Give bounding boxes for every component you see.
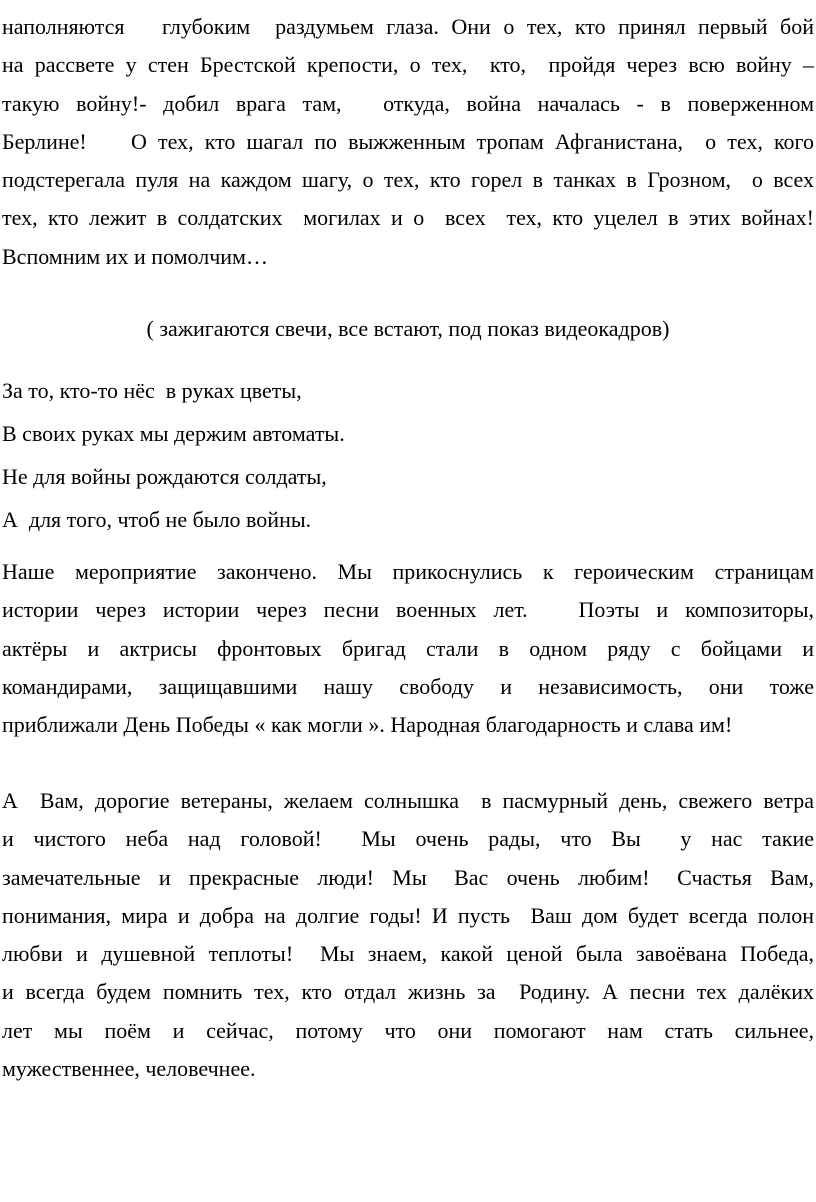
text-line: А Вам, дорогие ветераны, желаем солнышка в пасмурный день, свежего ветра xyxy=(2,788,814,813)
text-line: Вспомним их и помолчим… xyxy=(2,243,268,269)
text-line: любви и душевной теплоты! Мы знаем, какой ценой была завоёвана Победа, xyxy=(2,941,814,967)
text-line: на рассвете у стен Брестской крепости, о тех, кто, пройдя через всю войну – xyxy=(2,52,814,78)
text-line: замечательные и прекрасные люди! Мы Вас очень любим! Счастья Вам, xyxy=(2,864,814,890)
text-line: истории через истории через песни военных лет. Поэты и композиторы, xyxy=(2,597,814,623)
paragraph-conclusion xyxy=(2,553,814,744)
text-line: командирами, защищавшими нашу свободу и независимость, они тоже xyxy=(2,673,814,699)
poem-stanza xyxy=(2,369,345,541)
text-line: Наше мероприятие закончено. Мы прикоснулись к героическим страницам xyxy=(2,559,814,584)
text-line: лет мы поём и сейчас, потому что они помогают нам стать сильнее, xyxy=(2,1017,814,1043)
poem-line: За то, кто-то нёс в руках цветы, xyxy=(2,378,302,403)
text-line: Берлине! О тех, кто шагал по выжженным тропам Афганистана, о тех, кого xyxy=(2,128,814,154)
text-line: и чистого неба над головой! Мы очень рады, что Вы у нас такие xyxy=(2,826,814,852)
text-line: тех, кто лежит в солдатских могилах и о всех тех, кто уцелел в этих войнах! xyxy=(2,205,814,231)
text-line: подстерегала пуля на каждом шагу, о тех, кто горел в танках в Грозном, о всех xyxy=(2,167,814,193)
text-line: и всегда будем помнить тех, кто отдал жизнь за Родину. А песни тех далёких xyxy=(2,979,814,1005)
poem-line: Не для войны рождаются солдаты, xyxy=(2,464,327,489)
text-line: наполняются глубоким раздумьем глаза. Они о тех, кто принял первый бой xyxy=(2,14,814,39)
stage-direction: ( зажигаются свечи, все встают, под показ видеокадров) xyxy=(146,316,670,341)
text-line: приближали День Победы « как могли ». Народная благодарность и слава им! xyxy=(2,712,733,738)
paragraph-veterans-wishes xyxy=(2,782,814,1088)
poem-line: А для того, чтоб не было войны. xyxy=(2,507,312,532)
text-line: мужественнее, человечнее. xyxy=(2,1056,256,1082)
poem-line: В своих руках мы держим автоматы. xyxy=(2,421,345,446)
text-line: такую войну!- добил врага там, откуда, война началась - в поверженном xyxy=(2,90,814,116)
text-line: актёры и актрисы фронтовых бригад стали в одном ряду с бойцами и xyxy=(2,635,814,661)
text-line: понимания, мира и добра на долгие годы! И пусть Ваш дом будет всегда полон xyxy=(2,902,814,928)
paragraph-remembrance xyxy=(2,8,814,276)
